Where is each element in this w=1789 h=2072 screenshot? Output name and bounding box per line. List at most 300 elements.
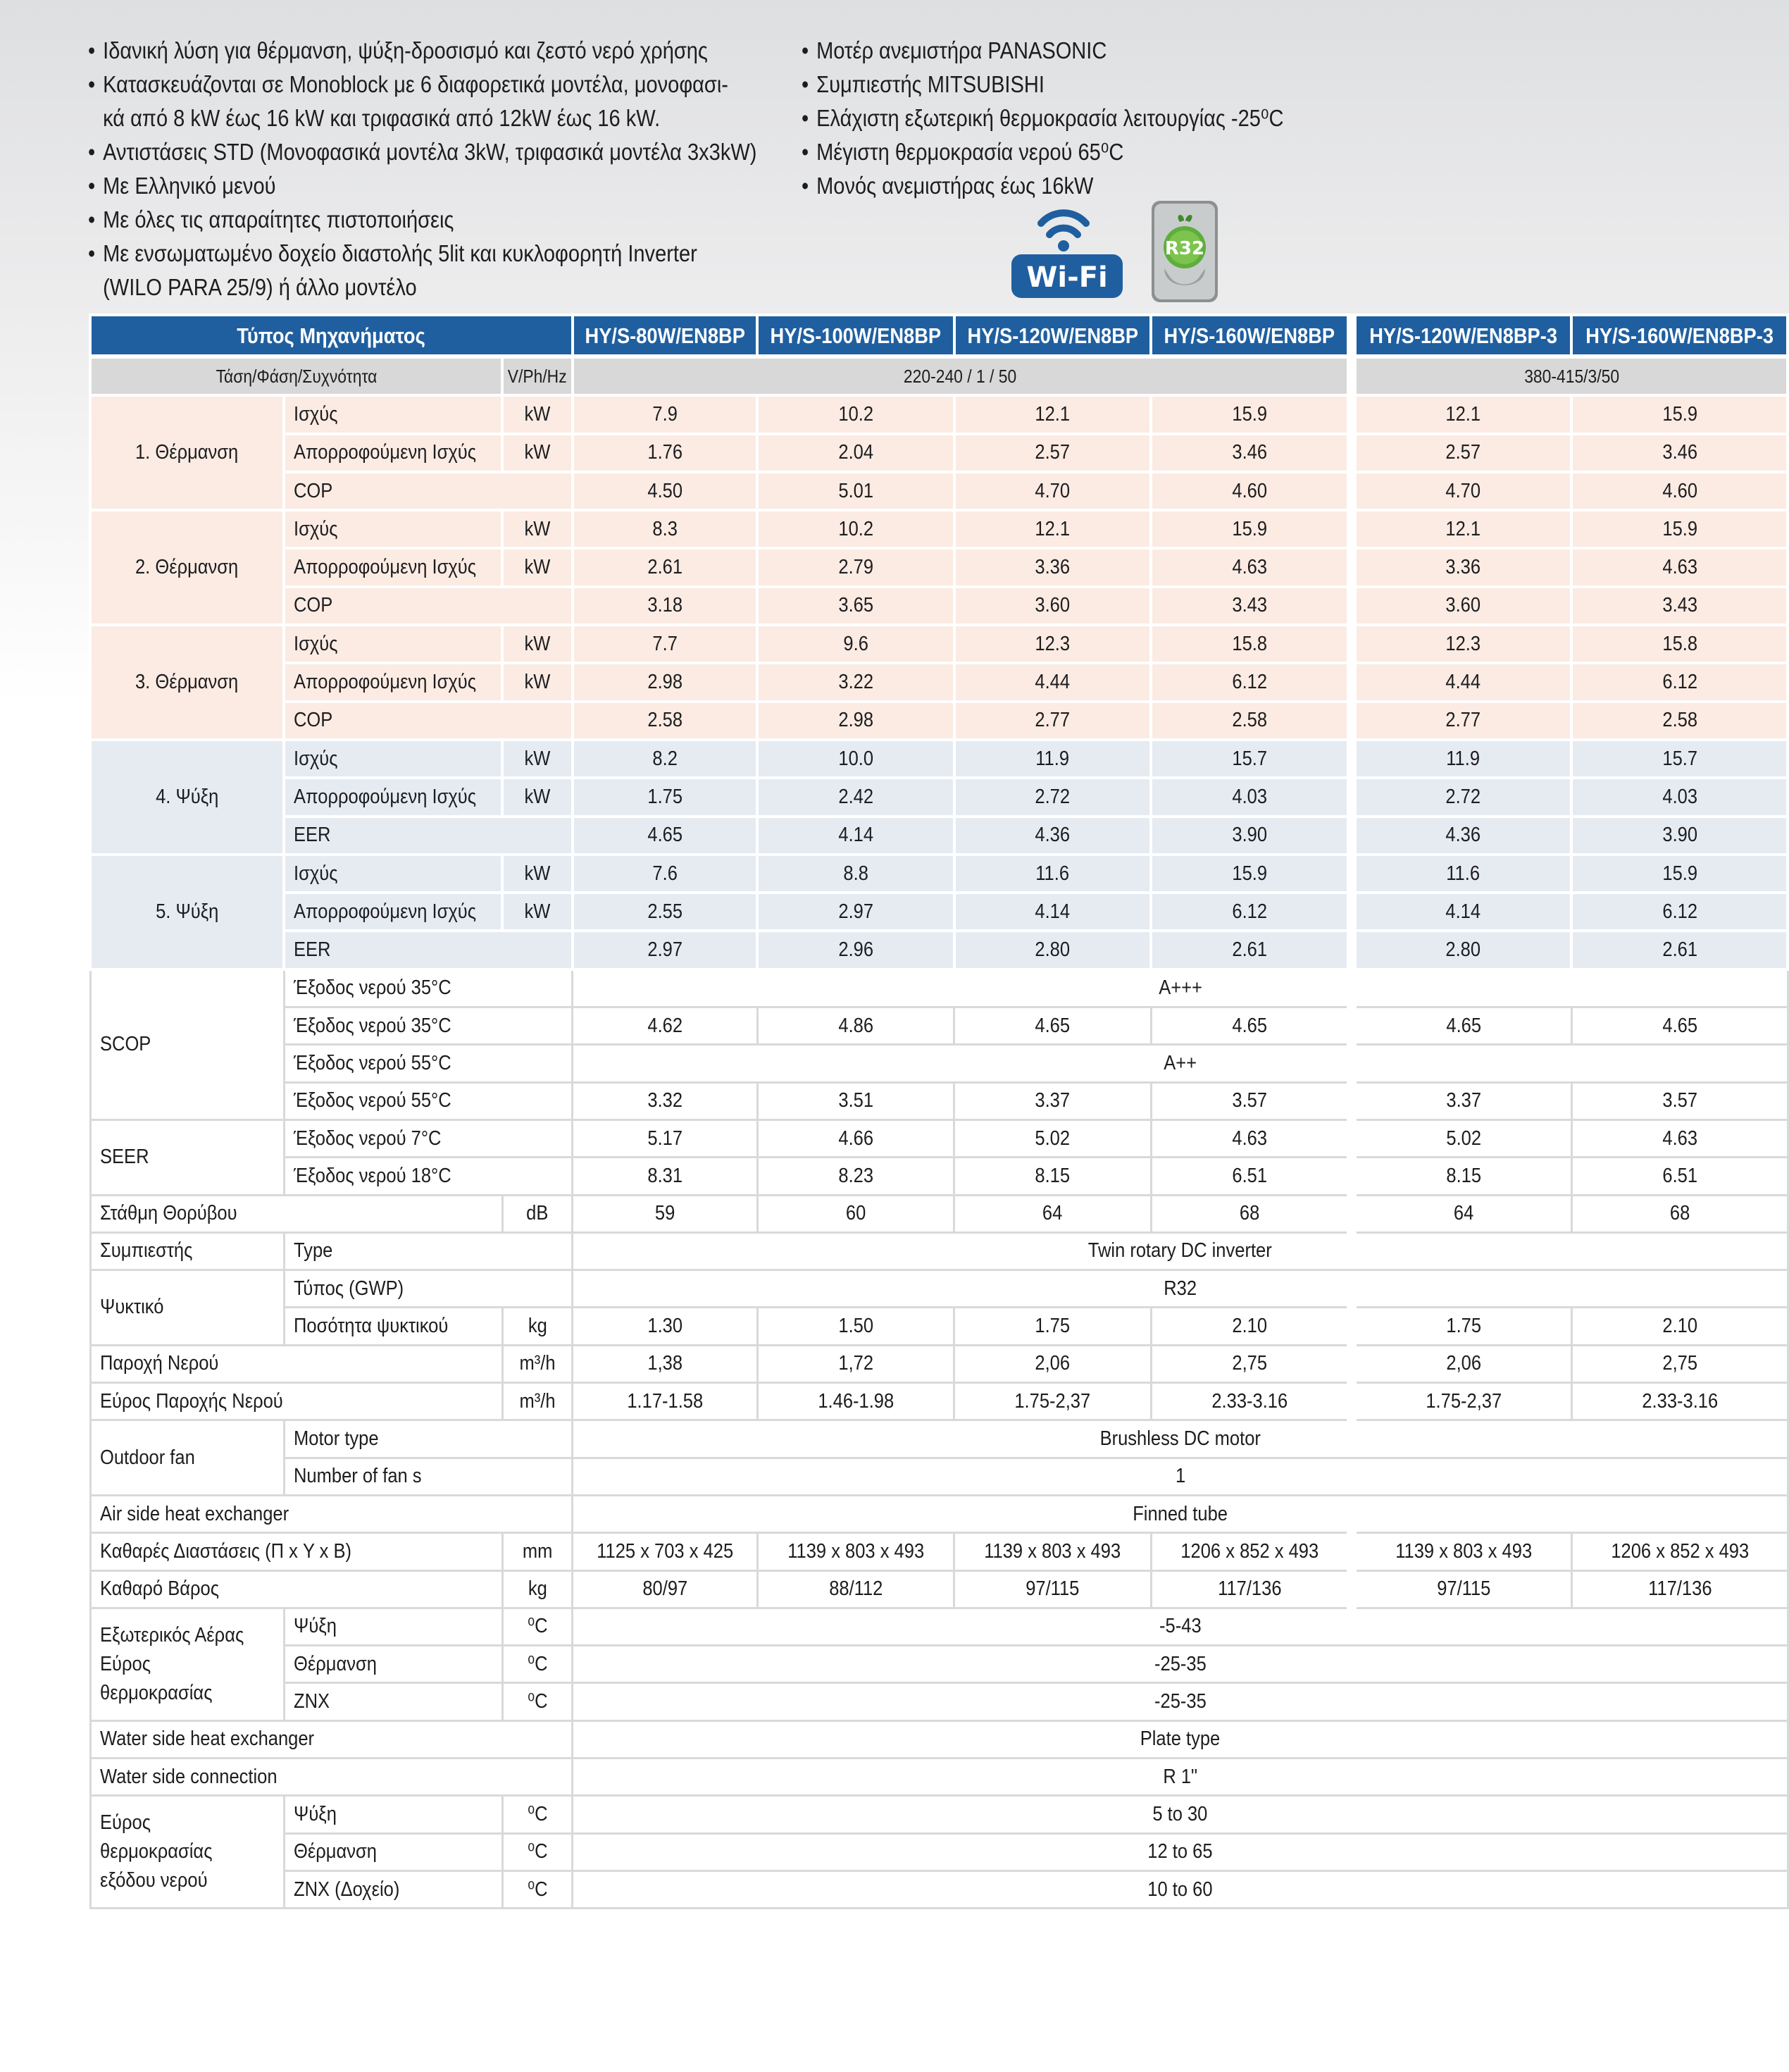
value-cell-text: 4.70 (1035, 479, 1071, 502)
value-cell-text: 3.57 (1232, 1089, 1267, 1112)
model-header-text: HY/S-120W/EN8BP (967, 323, 1138, 348)
water-range-label (90, 1383, 502, 1420)
value-cell-text: 12.1 (1445, 517, 1481, 540)
model-type-header-text: Τύπος Μηχανήματος (237, 323, 426, 348)
param-label-text: Ψύξη (293, 1615, 337, 1638)
value-cell-text: 8.31 (647, 1164, 682, 1187)
value-cell (1571, 1383, 1788, 1420)
feature-text: (WILO PARA 25/9) ή άλλο μοντέλο (103, 274, 417, 300)
value-cell (1571, 663, 1788, 701)
value-cell (1571, 510, 1788, 548)
value-cell-text: 4.65 (647, 824, 682, 847)
param-label-text: Ισχύς (294, 402, 338, 426)
outdoor-air-label (90, 1608, 284, 1720)
value-cell-text: 8.15 (1446, 1164, 1481, 1187)
span-value-cell (573, 1683, 1788, 1720)
value-cell (1571, 893, 1788, 931)
power-single-phase-text: 220-240 / 1 / 50 (904, 365, 1017, 387)
value-cell (1571, 931, 1788, 969)
value-cell (573, 1007, 757, 1045)
feature-text: κά από 8 kW έως 16 kW και τριφασικά από 12kW έως 16 kW. (103, 105, 661, 131)
param-label-text: Ισχύς (294, 862, 338, 885)
param-label-text: Type (293, 1239, 332, 1263)
value-cell (573, 548, 757, 586)
group-label (90, 740, 284, 855)
unit-label (502, 1345, 572, 1382)
value-cell-text: 2.97 (647, 938, 682, 962)
value-cell (1571, 587, 1788, 625)
feature-text: Με όλες τις απαραίτητες πιστοποιήσεις (103, 206, 454, 232)
value-cell-text: 1.75-2,37 (1014, 1389, 1091, 1413)
value-cell-text: 3.46 (1232, 441, 1268, 464)
unit-label (502, 1308, 572, 1345)
value-cell (1352, 1158, 1571, 1195)
value-cell-text: 8.23 (838, 1164, 873, 1187)
weight-label-text: Καθαρό Βάρος (99, 1577, 219, 1601)
feature-bullet-line (88, 34, 756, 68)
unit-label (502, 663, 572, 701)
value-cell-text: 4.62 (647, 1014, 682, 1037)
value-cell-text: 5.01 (838, 479, 873, 502)
value-cell (757, 587, 954, 625)
span-value-cell (573, 1420, 1788, 1458)
value-cell-text: 4.65 (1446, 1014, 1481, 1037)
value-cell-text: 12.1 (1035, 402, 1071, 426)
value-cell-text: 68 (1669, 1202, 1690, 1225)
value-cell-text: 3.90 (1232, 824, 1268, 847)
value-cell (1151, 510, 1352, 548)
value-cell-text: 1139 x 803 x 493 (984, 1539, 1121, 1563)
param-label (284, 1045, 573, 1082)
value-cell (573, 472, 757, 510)
value-cell (1151, 1570, 1352, 1608)
span-value-cell-text: 10 to 60 (1147, 1878, 1213, 1901)
value-cell (1151, 817, 1352, 855)
value-cell (573, 395, 757, 433)
unit-label (502, 1683, 572, 1720)
bullet-dot-icon: • (88, 173, 96, 199)
water-conn-label-text: Water side connection (99, 1765, 278, 1788)
value-cell (757, 1195, 954, 1232)
value-cell-text: 4.44 (1035, 671, 1071, 694)
value-cell-text: 4.03 (1232, 785, 1268, 808)
group-label-text: 3. Θέρμανση (135, 671, 239, 694)
value-cell (954, 702, 1152, 740)
value-cell-text: 3.90 (1662, 824, 1697, 847)
air-hx-label-text: Air side heat exchanger (99, 1502, 289, 1525)
bullet-dot-icon: • (802, 71, 809, 97)
value-cell-text: 4.14 (1445, 900, 1481, 923)
value-cell-text: 12.3 (1445, 632, 1481, 655)
value-cell-text: 4.60 (1232, 479, 1268, 502)
value-cell (757, 931, 954, 969)
table-row (90, 778, 1788, 816)
value-cell-text: 3.57 (1662, 1089, 1697, 1112)
unit-label (502, 855, 572, 893)
feature-bullet-line (88, 237, 756, 271)
value-cell-text: 8.8 (843, 862, 868, 885)
value-cell (1571, 625, 1788, 663)
noise-label (90, 1195, 502, 1232)
specifications-table (89, 314, 1789, 1909)
bullet-dot-icon: • (802, 139, 809, 165)
bullet-dot-icon: • (802, 173, 809, 199)
power-label (90, 356, 502, 395)
seer-label-text: SEER (99, 1146, 149, 1169)
span-value-cell-text: 5 to 30 (1152, 1802, 1208, 1825)
value-cell (757, 855, 954, 893)
refrigerant-label (90, 1270, 284, 1346)
value-cell (757, 1383, 954, 1420)
value-cell-text: 4.14 (1035, 900, 1071, 923)
value-cell-text: 15.9 (1232, 517, 1268, 540)
model-header (573, 315, 757, 356)
unit-label-text: ⁰C (527, 1690, 548, 1713)
value-cell (573, 1383, 757, 1420)
value-cell (1151, 395, 1352, 433)
value-cell-text: 4.66 (838, 1127, 873, 1150)
span-value-cell (573, 969, 1788, 1007)
value-cell (573, 625, 757, 663)
feature-text: Συμπιεστής MITSUBISHI (816, 71, 1045, 97)
value-cell (1352, 931, 1571, 969)
value-cell-text: 12.1 (1445, 402, 1481, 426)
unit-label-text: ⁰C (527, 1652, 548, 1675)
value-cell (757, 663, 954, 701)
unit-label-text: ⁰C (527, 1840, 548, 1863)
value-cell (573, 434, 757, 472)
value-cell (757, 434, 954, 472)
unit-label-text: m³/h (519, 1389, 556, 1413)
value-cell (573, 1082, 757, 1119)
value-cell (1571, 855, 1788, 893)
feature-text: Μονός ανεμιστήρας έως 16kW (816, 173, 1094, 199)
value-cell (1151, 625, 1352, 663)
param-label (284, 1232, 573, 1270)
value-cell (954, 778, 1152, 816)
value-cell (1352, 510, 1571, 548)
param-label-text: Έξοδος νερού 35°C (293, 1014, 451, 1037)
value-cell-text: 2.58 (1662, 709, 1697, 732)
value-cell-text: 2.58 (647, 709, 682, 732)
value-cell (757, 472, 954, 510)
param-label (284, 510, 502, 548)
value-cell (1352, 1082, 1571, 1119)
model-header-text: HY/S-160W/EN8BP (1164, 323, 1335, 348)
value-cell (1571, 740, 1788, 778)
value-cell (757, 740, 954, 778)
value-cell (1151, 893, 1352, 931)
model-header (1151, 315, 1352, 356)
table-row (90, 969, 1788, 1007)
value-cell-text: 2.10 (1232, 1315, 1267, 1338)
value-cell (573, 1308, 757, 1345)
param-label-text: Ισχύς (294, 747, 338, 770)
value-cell-text: 2,06 (1446, 1352, 1481, 1375)
param-label-text: EER (294, 938, 331, 962)
unit-label (502, 1608, 572, 1645)
feature-bullet-line (802, 68, 1284, 101)
dimensions-label (90, 1533, 502, 1570)
value-cell (1571, 434, 1788, 472)
param-label-text: Απορροφούμενη Ισχύς (294, 671, 477, 694)
value-cell (757, 510, 954, 548)
value-cell (1571, 395, 1788, 433)
value-cell-text: 1.75 (1035, 1315, 1071, 1338)
value-cell (573, 740, 757, 778)
value-cell (757, 1082, 954, 1119)
value-cell (757, 1533, 954, 1570)
value-cell-text: 15.8 (1662, 632, 1697, 655)
param-label-text: Έξοδος νερού 18°C (293, 1164, 451, 1187)
bullet-dot-icon: • (88, 206, 96, 232)
group-label-text: 4. Ψύξη (155, 785, 219, 808)
value-cell-text: 1.50 (838, 1315, 873, 1338)
air-hx-label (90, 1495, 573, 1532)
value-cell-text: 2.33-3.16 (1211, 1389, 1288, 1413)
table-row (90, 548, 1788, 586)
value-cell-text: 10.0 (838, 747, 873, 770)
value-cell-text: 4.70 (1445, 479, 1481, 502)
param-label (284, 817, 573, 855)
value-cell-text: 97/115 (1026, 1577, 1080, 1601)
weight-label (90, 1570, 502, 1608)
value-cell-text: 15.8 (1232, 632, 1268, 655)
table-row (90, 510, 1788, 548)
value-cell (954, 510, 1152, 548)
value-cell-text: 15.9 (1662, 862, 1697, 885)
model-header-text: HY/S-80W/EN8BP (585, 323, 745, 348)
span-value-cell-text: A++ (1164, 1051, 1197, 1074)
span-value-cell (573, 1495, 1788, 1532)
power-single-phase (573, 356, 1352, 395)
value-cell-text: 1.76 (647, 441, 682, 464)
value-cell (1151, 702, 1352, 740)
value-cell-text: 97/115 (1436, 1577, 1490, 1601)
unit-label (502, 778, 572, 816)
unit-label (502, 395, 572, 433)
bullet-dot-icon: • (88, 71, 96, 97)
value-cell-text: 5.02 (1035, 1127, 1071, 1150)
unit-label-text: m³/h (519, 1352, 556, 1375)
value-cell (1352, 1570, 1571, 1608)
table-row (90, 1833, 1788, 1871)
group-label-text: 5. Ψύξη (155, 900, 219, 923)
value-cell (1571, 1007, 1788, 1045)
value-cell-text: 5.02 (1446, 1127, 1481, 1150)
table-row (90, 1383, 1788, 1420)
unit-label (502, 893, 572, 931)
value-cell (1151, 1533, 1352, 1570)
value-cell (1352, 1119, 1571, 1157)
value-cell (757, 625, 954, 663)
unit-label-text: kW (524, 632, 551, 655)
unit-label (502, 625, 572, 663)
value-cell (954, 472, 1152, 510)
value-cell-text: 5.17 (647, 1127, 682, 1150)
value-cell-text: 64 (1042, 1202, 1063, 1225)
param-label (284, 625, 502, 663)
param-label-text: Απορροφούμενη Ισχύς (294, 785, 477, 808)
value-cell-text: 2.72 (1035, 785, 1071, 808)
value-cell-text: 2.98 (647, 671, 682, 694)
span-value-cell (573, 1833, 1788, 1871)
param-label-text: Θέρμανση (293, 1840, 377, 1863)
param-label (284, 1683, 502, 1720)
bullet-dot-icon: • (802, 105, 809, 131)
value-cell-text: 3.18 (647, 594, 682, 617)
group-label-text: 2. Θέρμανση (135, 556, 239, 579)
value-cell-text: 2.79 (838, 556, 873, 579)
value-cell-text: 6.12 (1232, 671, 1268, 694)
value-cell (954, 395, 1152, 433)
unit-label-text: kW (524, 862, 551, 885)
param-label-text: Τύπος (GWP) (293, 1277, 404, 1300)
table-row (90, 1646, 1788, 1683)
value-cell-text: 4.65 (1035, 1014, 1071, 1037)
value-cell (1352, 625, 1571, 663)
value-cell-text: 3.65 (838, 594, 873, 617)
span-value-cell-text: -25-35 (1154, 1690, 1207, 1713)
value-cell (1352, 817, 1571, 855)
water-flow-label (90, 1345, 502, 1382)
param-label (284, 1608, 502, 1645)
value-cell (573, 1533, 757, 1570)
value-cell-text: 3.46 (1662, 441, 1697, 464)
span-value-cell-text: R32 (1164, 1277, 1197, 1300)
noise-label-text: Στάθμη Θορύβου (99, 1202, 237, 1225)
water-flow-label-text: Παροχή Νερού (99, 1352, 218, 1375)
param-label (284, 1833, 502, 1871)
param-label-text: Ψύξη (293, 1802, 337, 1825)
water-hx-label-text: Water side heat exchanger (99, 1727, 314, 1751)
span-value-cell-text: -5-43 (1159, 1615, 1202, 1638)
table-row (90, 1871, 1788, 1908)
param-label (284, 1796, 502, 1833)
value-cell (573, 702, 757, 740)
value-cell-text: 11.9 (1446, 747, 1481, 770)
power-label-text: Τάση/Φάση/Συχνότητα (216, 365, 378, 387)
model-header (757, 315, 954, 356)
value-cell (954, 548, 1152, 586)
value-cell-text: 11.6 (1446, 862, 1481, 885)
value-cell (757, 548, 954, 586)
table-row (90, 395, 1788, 433)
refrigerant-label-text: Ψυκτικό (99, 1296, 163, 1319)
param-label (284, 1119, 573, 1157)
value-cell (1571, 1308, 1788, 1345)
feature-text: Κατασκευάζονται σε Monoblock με 6 διαφορετικά μοντέλα, μονοφασι- (103, 71, 728, 97)
value-cell-text: 4.63 (1662, 556, 1697, 579)
model-header (1352, 315, 1571, 356)
value-cell-text: 1.75 (647, 785, 682, 808)
param-label-text: COP (294, 709, 333, 732)
value-cell-text: 117/136 (1647, 1577, 1712, 1601)
param-label-text: ZNX (293, 1690, 330, 1713)
span-value-cell-text: R 1" (1163, 1765, 1197, 1788)
group-label-text: 1. Θέρμανση (135, 441, 239, 464)
feature-bullet-line (802, 34, 1284, 68)
value-cell-text: 3.32 (647, 1089, 682, 1112)
value-cell-text: 15.9 (1232, 402, 1268, 426)
table-row (90, 1758, 1788, 1795)
param-label (284, 1308, 502, 1345)
value-cell-text: 3.60 (1445, 594, 1481, 617)
feature-text: Ιδανική λύση για θέρμανση, ψύξη-δροσισμό και ζεστό νερό χρήσης (103, 37, 708, 63)
value-cell (1151, 663, 1352, 701)
dimensions-label-text: Καθαρές Διαστάσεις (Π x Υ x Β) (99, 1539, 351, 1563)
value-cell (1151, 1345, 1352, 1382)
table-row (90, 1345, 1788, 1382)
value-cell (757, 395, 954, 433)
span-value-cell-text: -25-35 (1154, 1652, 1207, 1675)
table-row (90, 1608, 1788, 1645)
value-cell-text: 4.65 (1232, 1014, 1267, 1037)
power-unit (502, 356, 572, 395)
param-label-text: Ισχύς (294, 632, 338, 655)
table-row (90, 1683, 1788, 1720)
value-cell-text: 1206 x 852 x 493 (1610, 1539, 1749, 1563)
value-cell-text: 1,72 (838, 1352, 873, 1375)
compressor-label (90, 1232, 284, 1270)
value-cell-text: 6.12 (1662, 671, 1697, 694)
feature-bullet-line (802, 169, 1284, 203)
value-cell (1151, 778, 1352, 816)
span-value-cell (573, 1720, 1788, 1758)
model-header-text: HY/S-100W/EN8BP (770, 323, 942, 348)
table-row (90, 663, 1788, 701)
value-cell (1151, 1195, 1352, 1232)
table-row (90, 356, 1788, 395)
span-value-cell (573, 1871, 1788, 1908)
unit-label (502, 1796, 572, 1833)
value-cell-text: 59 (654, 1202, 675, 1225)
value-cell (757, 1158, 954, 1195)
value-cell-text: 9.6 (843, 632, 868, 655)
value-cell (573, 1158, 757, 1195)
unit-label (502, 740, 572, 778)
value-cell (1352, 778, 1571, 816)
param-label-text: Number of fan s (293, 1465, 422, 1488)
outdoor-fan-label (90, 1420, 284, 1496)
value-cell (573, 510, 757, 548)
value-cell-text: 7.6 (652, 862, 678, 885)
value-cell-text: 8.2 (652, 747, 678, 770)
value-cell-text: 10.2 (838, 402, 873, 426)
table-row (90, 702, 1788, 740)
param-label (284, 969, 573, 1007)
value-cell-text: 4.36 (1445, 824, 1481, 847)
span-value-cell (573, 1232, 1788, 1270)
water-conn-label (90, 1758, 573, 1795)
table-row (90, 1045, 1788, 1082)
value-cell (954, 1383, 1152, 1420)
wifi-logo-text: Wi-Fi (1026, 261, 1108, 294)
value-cell-text: 1.30 (647, 1315, 682, 1338)
value-cell (1151, 1308, 1352, 1345)
value-cell-text: 15.7 (1662, 747, 1697, 770)
table-row (90, 1270, 1788, 1308)
value-cell-text: 11.6 (1035, 862, 1070, 885)
value-cell-text: 2.42 (838, 785, 873, 808)
value-cell-text: 2,06 (1035, 1352, 1071, 1375)
value-cell-text: 4.50 (647, 479, 682, 502)
value-cell-text: 64 (1453, 1202, 1474, 1225)
table-row (90, 1570, 1788, 1608)
value-cell (1352, 1383, 1571, 1420)
feature-bullet-line (88, 135, 756, 169)
value-cell-text: 8.15 (1035, 1164, 1071, 1187)
